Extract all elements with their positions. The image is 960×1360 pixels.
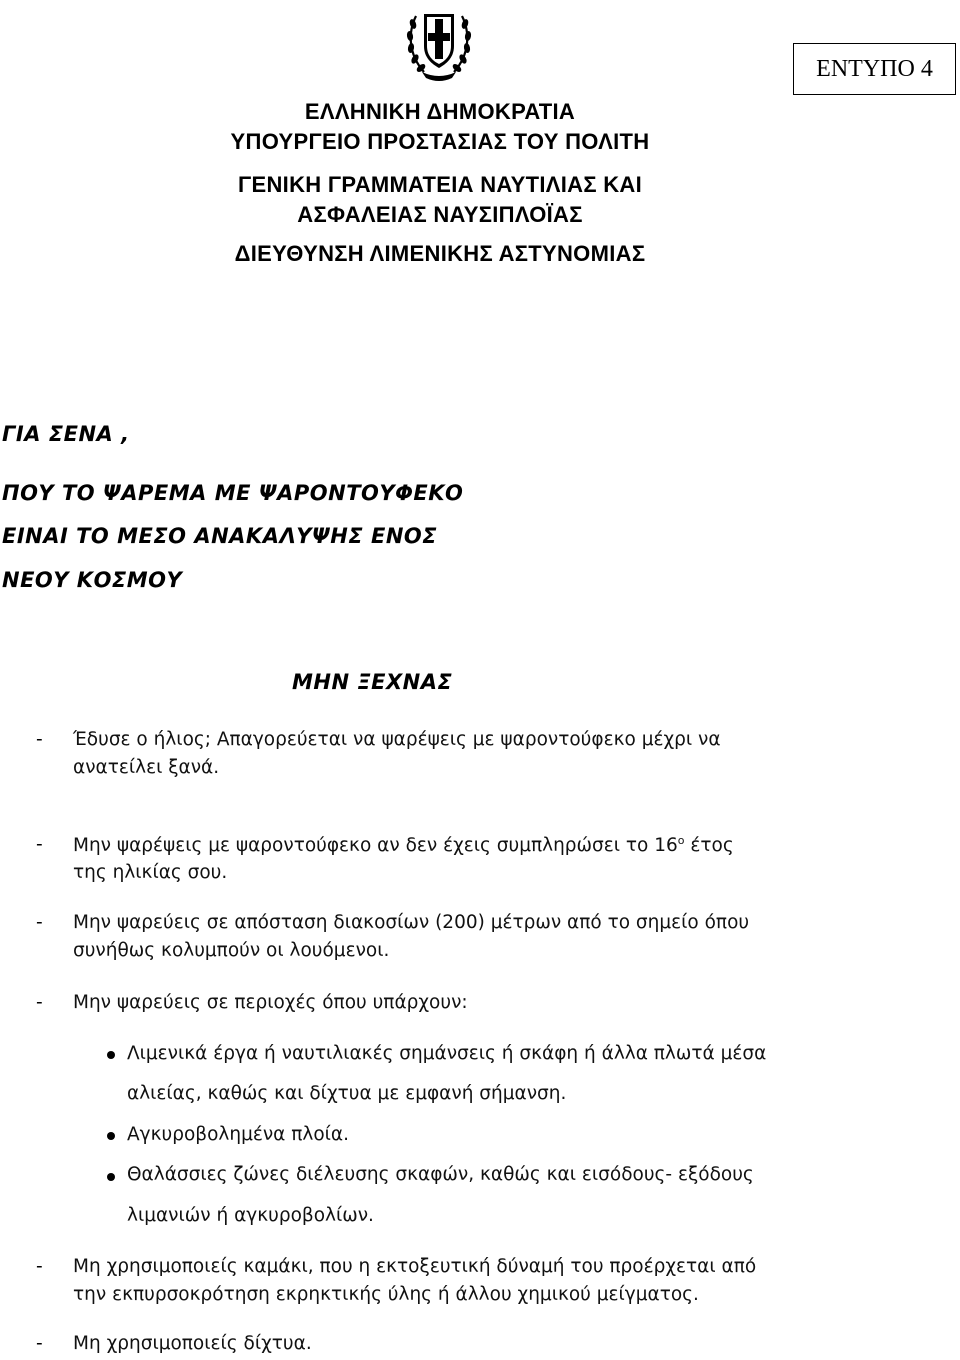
header-ministry: ΥΠΟΥΡΓΕΙΟ ΠΡΟΣΤΑΣΙΑΣ ΤΟΥ ΠΟΛΙΤΗ	[230, 129, 650, 154]
rule-3-line-2: συνήθως κολυμπούν οι λουόμενοι.	[73, 940, 390, 961]
slogan-line-4: ΝΕΟΥ ΚΟΣΜΟΥ	[2, 568, 183, 592]
rule-5-line-2: την εκπυρσοκρότηση εκρηκτικής ύλης ή άλλου χημικού μείγματος.	[73, 1284, 699, 1305]
bullet-3-line-2: λιμανιών ή αγκυροβολίων.	[127, 1205, 374, 1226]
rule-4-dash: -	[36, 992, 43, 1013]
slogan-line-2: ΠΟΥ ΤΟ ΨΑΡΕΜΑ ΜΕ ΨΑΡΟΝΤΟΥΦΕΚΟ	[2, 481, 464, 505]
rule-2-line-1: Μην ψαρέψεις με ψαροντούφεκο αν δεν έχεις συμπληρώσει το $16^o$ έτος	[73, 834, 734, 857]
rule-1-line-2: ανατείλει ξανά.	[73, 757, 220, 778]
rule-6-line-1: Μη χρησιμοποιείς δίχτυα.	[73, 1333, 312, 1354]
rule-5-line-1: Μη χρησιμοποιείς καμάκι, που η εκτοξευτική δύναμή του προέρχεται από	[73, 1256, 757, 1277]
slogan-line-3: ΕΙΝΑΙ ΤΟ ΜΕΣΟ ΑΝΑΚΑΛΥΨΗΣ ΕΝΟΣ	[2, 524, 438, 548]
header-secretariat-line1: ΓΕΝΙΚΗ ΓΡΑΜΜΑΤΕΙΑ ΝΑΥΤΙΛΙΑΣ ΚΑΙ	[237, 172, 643, 197]
form-number-box	[793, 43, 956, 95]
rule-1-line-1: Έδυσε ο ήλιος; Απαγορεύεται να ψαρέψεις με ψαροντούφεκο μέχρι να	[73, 729, 721, 750]
slogan-line-1: ΓΙΑ ΣΕΝΑ ,	[2, 422, 130, 446]
reminder-heading: ΜΗΝ ΞΕΧΝΑΣ	[292, 670, 453, 694]
bullet-3-line-1: Θαλάσσιες ζώνες διέλευσης σκαφών, καθώς και εισόδους- εξόδους	[127, 1164, 754, 1185]
bullet-1-dot	[107, 1051, 115, 1059]
rule-1-dash: -	[36, 729, 43, 750]
rule-4-line-1: Μην ψαρεύεις σε περιοχές όπου υπάρχουν:	[73, 992, 468, 1013]
header-directorate: ΔΙΕΥΘΥΝΣΗ ΛΙΜΕΝΙΚΗΣ ΑΣΤΥΝΟΜΙΑΣ	[234, 241, 646, 266]
greek-coat-of-arms-emblem	[404, 2, 474, 82]
header-secretariat-line2: ΑΣΦΑΛΕΙΑΣ ΝΑΥΣΙΠΛΟΪΑΣ	[297, 202, 583, 227]
rule-2-dash: -	[36, 834, 43, 855]
rule-5-dash: -	[36, 1256, 43, 1277]
form-number-label: ΕΝΤΥΠΟ 4	[816, 55, 933, 82]
bullet-1-line-2: αλιείας, καθώς και δίχτυα με εμφανή σήμανση.	[127, 1083, 567, 1104]
rule-2-line-2: της ηλικίας σου.	[73, 862, 228, 883]
header-republic: ΕΛΛΗΝΙΚΗ ΔΗΜΟΚΡΑΤΙΑ	[304, 99, 576, 124]
rule-6-dash: -	[36, 1333, 43, 1354]
bullet-2-line-1: Αγκυροβολημένα πλοία.	[127, 1124, 349, 1145]
bullet-2-dot	[107, 1132, 115, 1140]
bullet-1-line-1: Λιμενικά έργα ή ναυτιλιακές σημάνσεις ή σκάφη ή άλλα πλωτά μέσα	[127, 1043, 767, 1064]
rule-3-dash: -	[36, 912, 43, 933]
bullet-3-dot	[107, 1173, 115, 1181]
rule-3-line-1: Μην ψαρεύεις σε απόσταση διακοσίων (200) μέτρων από το σημείο όπου	[73, 912, 750, 933]
